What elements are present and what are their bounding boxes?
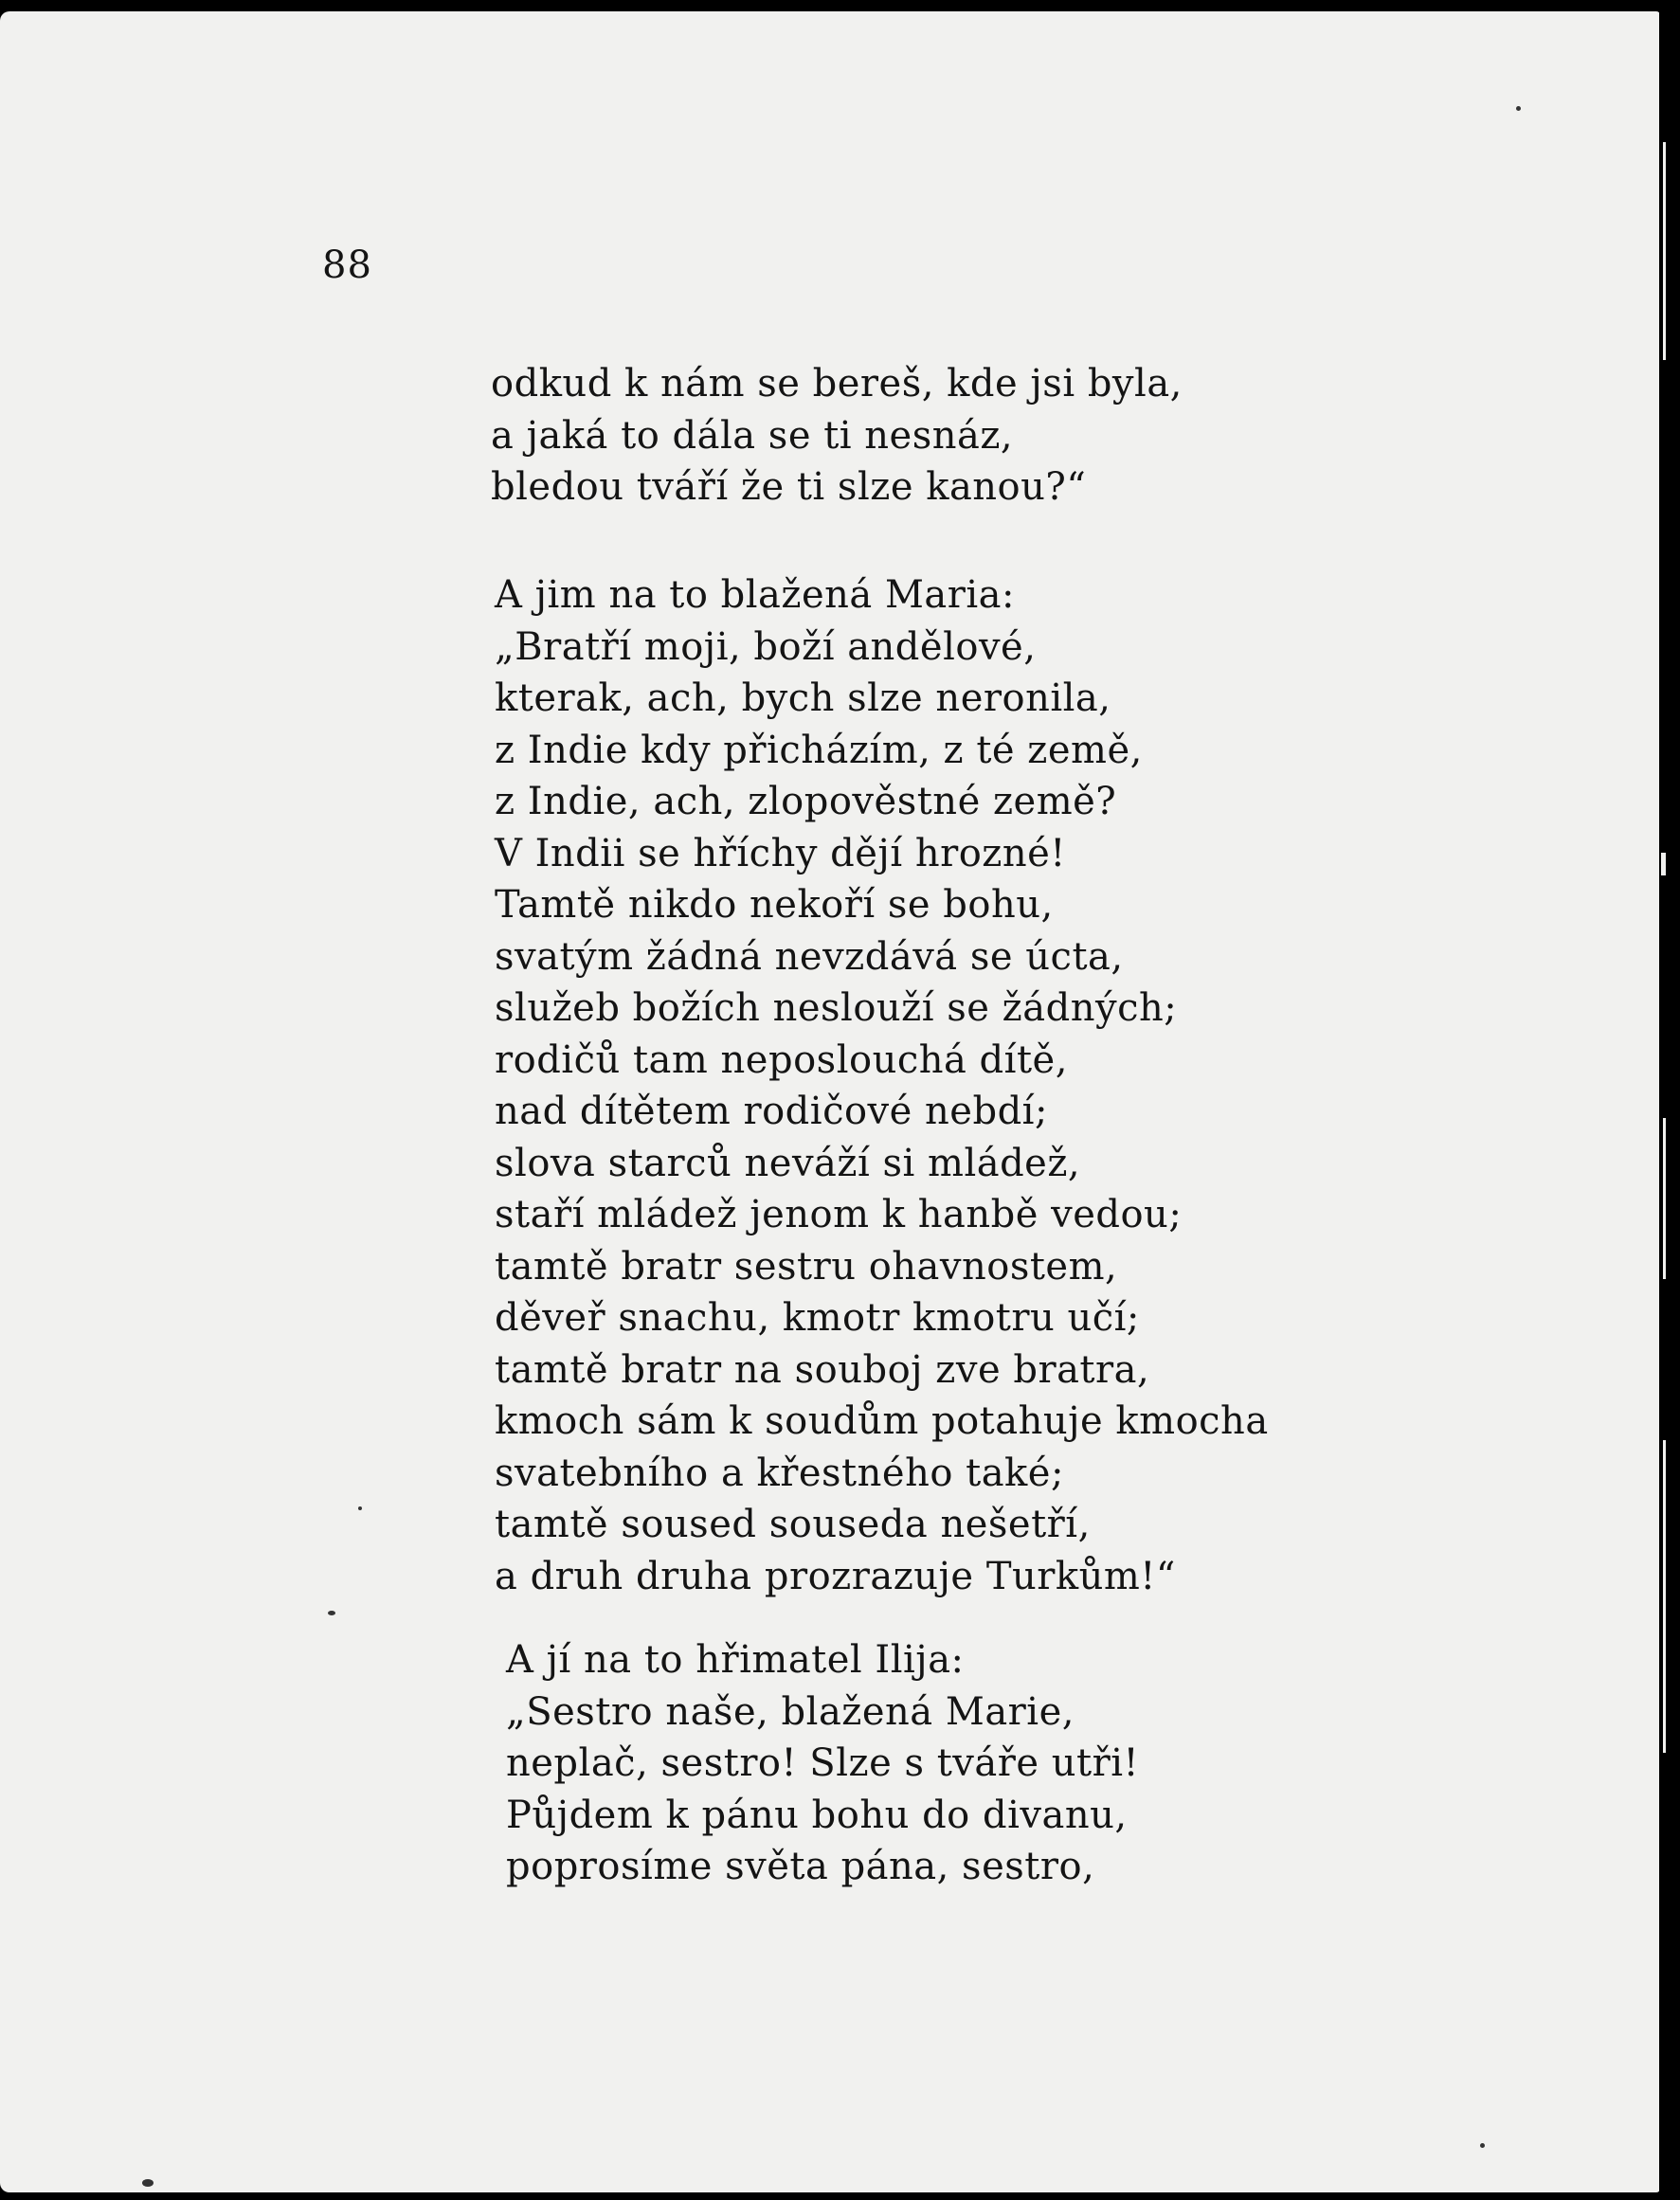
verse-line: Tamtě nikdo nekoří se bohu, <box>495 883 1054 927</box>
verse-line: tamtě soused souseda nešetří, <box>495 1503 1091 1546</box>
verse-line: Půjdem k pánu bohu do divanu, <box>506 1793 1128 1837</box>
verse-line: rodičů tam neposlouchá dítě, <box>495 1037 1068 1082</box>
verse-line: bledou tváří že ti slze kanou?“ <box>491 465 1087 509</box>
verse-line: děveř snachu, kmotr kmotru učí; <box>495 1296 1140 1340</box>
verse-line: A jim na to blažená Maria: <box>495 573 1015 617</box>
stanza <box>491 358 1183 514</box>
verse-line: kterak, ach, bych slze neronila, <box>495 676 1111 720</box>
verse-line: odkud k nám se bereš, kde jsi byla, <box>491 362 1183 406</box>
verse-line: z Indie, ach, zlopověstné země? <box>495 780 1117 823</box>
scan-edge-mark <box>1661 853 1666 875</box>
stanza <box>506 1634 1139 1893</box>
verse-line: z Indie kdy přicházím, z té země, <box>495 728 1143 772</box>
scan-page-edge <box>1659 0 1680 2200</box>
verse-line: služeb božích neslouží se žádných; <box>495 986 1178 1030</box>
scan-edge-mark <box>1663 1440 1666 1753</box>
verse-line: tamtě bratr na souboj zve bratra, <box>495 1347 1150 1392</box>
verse-line: a druh druha prozrazuje Turkům!“ <box>495 1554 1176 1598</box>
scan-edge-mark <box>1663 142 1666 360</box>
verse-line: kmoch sám k soudům potahuje kmocha <box>495 1399 1269 1443</box>
verse-line: svatým žádná nevzdává se úcta, <box>495 934 1124 979</box>
verse-line: slova starců neváží si mládež, <box>495 1141 1081 1185</box>
verse-line: „Bratří moji, boží andělové, <box>495 624 1037 669</box>
scan-edge-mark <box>1663 1118 1666 1279</box>
verse-line: a jaká to dála se ti nesnáz, <box>491 413 1014 458</box>
verse-line: poprosíme světa pána, sestro, <box>506 1845 1095 1888</box>
scan-speck <box>1480 2143 1485 2148</box>
verse-line: V Indii se hříchy dějí hrozné! <box>495 831 1066 875</box>
scan-speck <box>142 2179 154 2187</box>
scan-speck <box>328 1611 335 1615</box>
verse-line: A jí na to hřimatel Ilija: <box>506 1638 965 1682</box>
verse-line: svatebního a křestného také; <box>495 1451 1064 1495</box>
verse-line: nad dítětem rodičové nebdí; <box>495 1090 1048 1133</box>
scan-speck <box>358 1506 362 1510</box>
verse-line: staří mládež jenom k hanbě vedou; <box>495 1193 1183 1236</box>
verse-line: neplač, sestro! Slze s tváře utři! <box>506 1741 1140 1785</box>
book-page <box>0 11 1660 2192</box>
verse-line: „Sestro naše, blažená Marie, <box>506 1689 1075 1734</box>
verse-line: tamtě bratr sestru ohavnostem, <box>495 1244 1118 1289</box>
page-number: 88 <box>322 243 372 287</box>
stanza <box>495 569 1269 1602</box>
scan-speck <box>1516 106 1521 111</box>
